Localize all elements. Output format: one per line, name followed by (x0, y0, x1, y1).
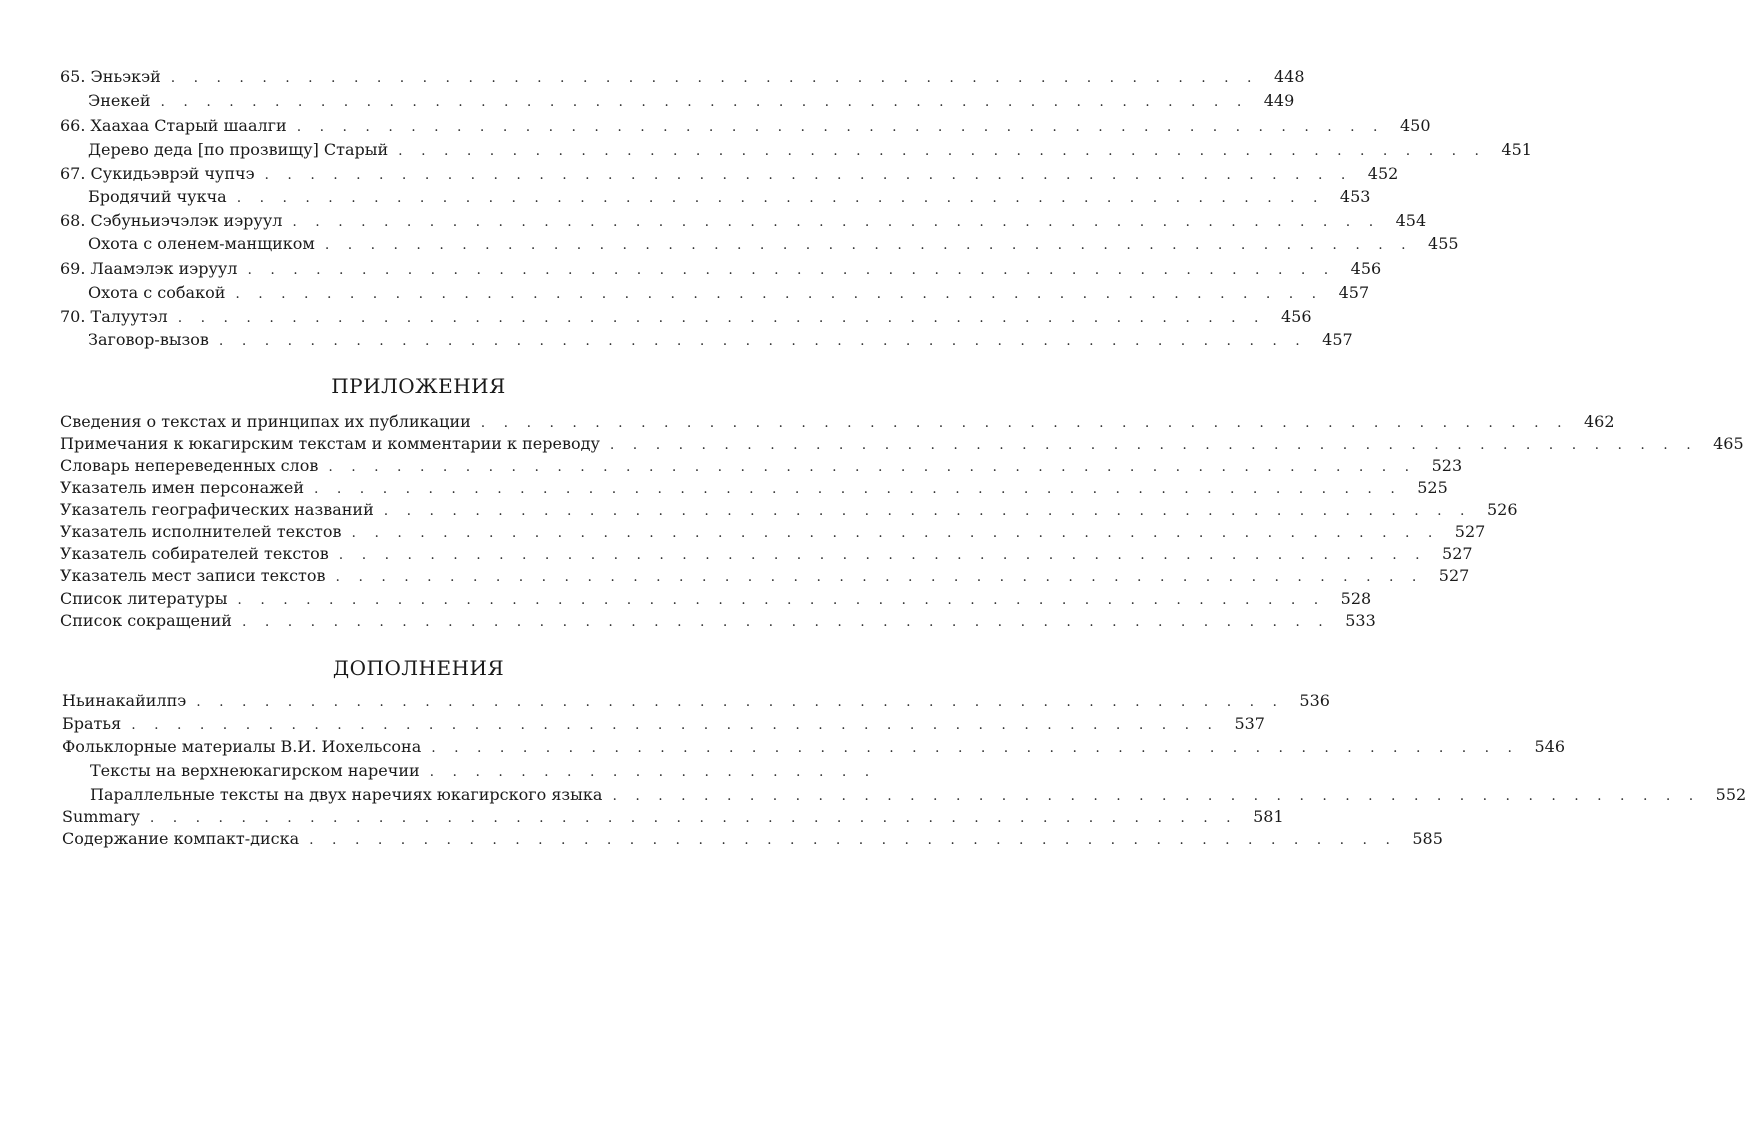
toc-entry-page: 448 (1273, 67, 1305, 86)
toc-entry-title: Тексты на верхнеюкагирском наречии (90, 761, 420, 780)
toc-entry-title: Бродячий чукча (88, 187, 227, 206)
toc-entry (60, 588, 1372, 611)
toc-entry-page: 536 (1299, 691, 1330, 710)
toc-entry-title: Энекей (88, 91, 151, 110)
toc-entry-page: 452 (1367, 164, 1399, 183)
toc-entry (88, 186, 1371, 209)
toc-entry (90, 784, 1746, 807)
toc-entry-title: Охота с собакой (88, 283, 226, 302)
dot-leader: . . . . . . . . . . . . . . . . . . . . . . . . . . . . . . . . . . . . . . . . . . . . . . . . (431, 740, 1520, 756)
dot-leader: . . . . . . . . . . . . . . . . . . . . . . . . . . . . . . . . . . . . . . . . . . . . . . . . (241, 614, 1330, 630)
dot-leader: . . . . . . . . . . . . . . . . . . . . . . . . . . . . . . . . . . . . . . . . . . . . . . . . (480, 415, 1569, 431)
toc-entry (60, 66, 1305, 89)
dot-leader: . . . . . . . . . . . . . . . . . . . . . . . . . . . . . . . . . . . . . . . . . . . . . . . . (351, 525, 1440, 541)
toc-entry-title: Указатель географических названий (60, 500, 374, 519)
dot-leader: . . . . . . . . . . . . . . . . . . . . . . . . . . . . . . . . . . . . . . . . . . . . . . . . (177, 310, 1266, 326)
toc-entry-title: Список литературы (60, 589, 228, 608)
toc-entry-page: 457 (1338, 283, 1370, 302)
section-heading-appendices: ПРИЛОЖЕНИЯ (331, 374, 506, 398)
dot-leader: . . . . . . . . . . . . . . . . . . . . . . . . . . . . . . . . . . . . . . . . . . . . . . . . (338, 547, 1427, 563)
dot-leader: . . . . . . . . . . . . . . . . . . . . . . . . . . . . . . . . . . . . . . . . . . . . . . . . (292, 214, 1381, 230)
toc-entry-title: 68. Сэбуньиэчэлэк иэруул (60, 211, 283, 230)
toc-entry (88, 329, 1353, 352)
toc-entry (62, 806, 1284, 829)
toc-entry (60, 455, 1463, 478)
toc-entry (60, 411, 1615, 434)
dot-leader: . . . . . . . . . . . . . . . . . . . . . . . . . . . . . . . . . . . . . . . . . . . . . . . . (398, 143, 1486, 159)
toc-entry-page: 585 (1412, 829, 1443, 848)
toc-entry-title: 65. Эньэкэй (60, 67, 161, 86)
toc-entry-page: 450 (1399, 116, 1431, 135)
toc-entry-title: Ньинакайилпэ (62, 691, 187, 710)
toc-entry (60, 115, 1431, 138)
dot-leader: . . . . . . . . . . . . . . . . . . . . . . . . . . . . . . . . . . . . . . . . . . . . . . . . (328, 459, 1417, 475)
dot-leader: . . . . . . . . . . . . . . . . . . . . . . . . . . . . . . . . . . . . . . . . . . . . . . . . (170, 70, 1259, 86)
toc-entry-title: Указатель имен персонажей (60, 478, 304, 497)
toc-entry (60, 521, 1486, 544)
toc-entry-title: Братья (62, 714, 122, 733)
toc-entry-title: Сведения о текстах и принципах их публикации (60, 412, 471, 431)
toc-entry (62, 736, 1566, 759)
dot-leader: . . . . . . . . . . . . . . . . . . . . . . . . . . . . . . . . . . . . . . . . . . . . . . . . (383, 503, 1472, 519)
toc-entry (60, 306, 1312, 329)
dot-leader: . . . . . . . . . . . . . . . . . . . . . . . . . . . . . . . . . . . . . . . . . . . . . . . . (237, 592, 1326, 608)
toc-entry (88, 233, 1459, 256)
toc-entry-page: 533 (1345, 611, 1376, 630)
toc-entry (60, 565, 1470, 588)
toc-entry (62, 713, 1265, 736)
toc-entry (60, 477, 1448, 500)
dot-leader: . . . . . . . . . . . . . . . . . . . . . . . . . . . . . . . . . . . . . . . . . . . . . . . . (296, 119, 1385, 135)
toc-entry (60, 610, 1376, 633)
toc-entry (60, 258, 1382, 281)
toc-entry-title: 67. Сукидьэврэй чупчэ (60, 164, 255, 183)
toc-entry-page: 465 (1713, 434, 1744, 453)
toc-entry-title: Дерево деда [по прозвищу] Старый (88, 140, 389, 159)
toc-entry-page: 451 (1501, 140, 1532, 159)
toc-entry-page: 454 (1395, 211, 1427, 230)
toc-entry-page: 449 (1263, 91, 1295, 110)
toc-entry-page: 527 (1442, 544, 1473, 563)
toc-entry (60, 543, 1473, 566)
toc-entry (88, 139, 1532, 162)
toc-entry-page: 528 (1340, 589, 1372, 608)
toc-entry-page: 525 (1417, 478, 1448, 497)
toc-entry-title: Словарь непереведенных слов (60, 456, 319, 475)
toc-entry-title: Указатель исполнителей текстов (60, 522, 342, 541)
toc-entry-title: Summary (62, 807, 140, 826)
toc-entry (88, 282, 1370, 305)
toc-entry-title: Примечания к юкагирским текстам и комментарии к переводу (60, 434, 600, 453)
toc-entry-title: Содержание компакт-диска (62, 829, 300, 848)
dot-leader: . . . . . . . . . . . . . . . . . . . . . . . . . . . . . . . . . . . . . . . . . . . . . . . . (314, 481, 1402, 497)
dot-leader: . . . . . . . . . . . . . . . . . . . . . . . . . . . . . . . . . . . . . . . . . . . . . . . . (235, 286, 1324, 302)
toc-entry-page: 527 (1454, 522, 1486, 541)
dot-leader: . . . . . . . . . . . . . . . . . . . . (429, 764, 877, 780)
dot-leader: . . . . . . . . . . . . . . . . . . . . . . . . . . . . . . . . . . . . . . . . . . . . . . . . (609, 437, 1698, 453)
toc-entry-page: 537 (1234, 714, 1265, 733)
toc-entry-page: 455 (1428, 234, 1459, 253)
dot-leader: . . . . . . . . . . . . . . . . . . . . . . . . . . . . . . . . . . . . . . . . . . . . . . . . (324, 237, 1413, 253)
toc-entry-title: 66. Хаахаа Старый шаалги (60, 116, 287, 135)
toc-entry (88, 90, 1295, 113)
toc-entry-page: 457 (1322, 330, 1353, 349)
toc-entry-page: 527 (1438, 566, 1470, 585)
toc-entry-title: 70. Талуутэл (60, 307, 168, 326)
dot-leader: . . . . . . . . . . . . . . . . . . . . . . . . . . . . . . . . . . . . . . . . . . . . . . . . (247, 262, 1336, 278)
toc-entry-page: 523 (1431, 456, 1463, 475)
toc-entry-page: 552 (1715, 785, 1746, 804)
dot-leader: . . . . . . . . . . . . . . . . . . . . . . . . . . . . . . . . . . . . . . . . . . . . . . . . (160, 94, 1249, 110)
toc-entry (62, 828, 1443, 851)
toc-entry-title: Охота с оленем-манщиком (88, 234, 315, 253)
toc-entry-title: Список сокращений (60, 611, 232, 630)
toc-entry-title: Указатель мест записи текстов (60, 566, 326, 585)
dot-leader: . . . . . . . . . . . . . . . . . . . . . . . . . . . . . . . . . . . . . . . . . . . . . . . . (335, 569, 1424, 585)
toc-entry (60, 433, 1744, 456)
toc-entry-page: 546 (1534, 737, 1566, 756)
toc-entry-title: Указатель собирателей текстов (60, 544, 329, 563)
section-heading-supplements: ДОПОЛНЕНИЯ (332, 656, 505, 680)
dot-leader: . . . . . . . . . . . . . . . . . . . . . . . . . . . . . . . . . . . . . . . . . . . . . . . . (131, 717, 1219, 733)
toc-entry-page: 456 (1350, 259, 1382, 278)
toc-entry (60, 499, 1518, 522)
dot-leader: . . . . . . . . . . . . . . . . . . . . . . . . . . . . . . . . . . . . . . . . . . . . . . . . (612, 788, 1701, 804)
toc-entry (60, 210, 1427, 233)
dot-leader: . . . . . . . . . . . . . . . . . . . . . . . . . . . . . . . . . . . . . . . . . . . . . . . . (309, 832, 1397, 848)
dot-leader: . . . . . . . . . . . . . . . . . . . . . . . . . . . . . . . . . . . . . . . . . . . . . . . . (149, 810, 1238, 826)
dot-leader: . . . . . . . . . . . . . . . . . . . . . . . . . . . . . . . . . . . . . . . . . . . . . . . . (236, 190, 1325, 206)
toc-entry-page: 581 (1253, 807, 1284, 826)
toc-entry-page: 456 (1280, 307, 1312, 326)
toc-entry (60, 163, 1399, 186)
toc-entry-page: 453 (1339, 187, 1371, 206)
toc-entry (62, 690, 1330, 713)
toc-entry-page: 462 (1584, 412, 1615, 431)
toc-entry-title: 69. Лаамэлэк иэруул (60, 259, 238, 278)
toc-entry-title: Фольклорные материалы В.И. Иохельсона (62, 737, 422, 756)
toc-entry (90, 760, 877, 783)
dot-leader: . . . . . . . . . . . . . . . . . . . . . . . . . . . . . . . . . . . . . . . . . . . . . . . . (218, 333, 1307, 349)
toc-entry-title: Заговор-вызов (88, 330, 209, 349)
toc-entry-title: Параллельные тексты на двух наречиях юкагирского языка (90, 785, 603, 804)
toc-entry-page: 526 (1486, 500, 1518, 519)
dot-leader: . . . . . . . . . . . . . . . . . . . . . . . . . . . . . . . . . . . . . . . . . . . . . . . . (264, 167, 1353, 183)
dot-leader: . . . . . . . . . . . . . . . . . . . . . . . . . . . . . . . . . . . . . . . . . . . . . . . . (196, 694, 1284, 710)
